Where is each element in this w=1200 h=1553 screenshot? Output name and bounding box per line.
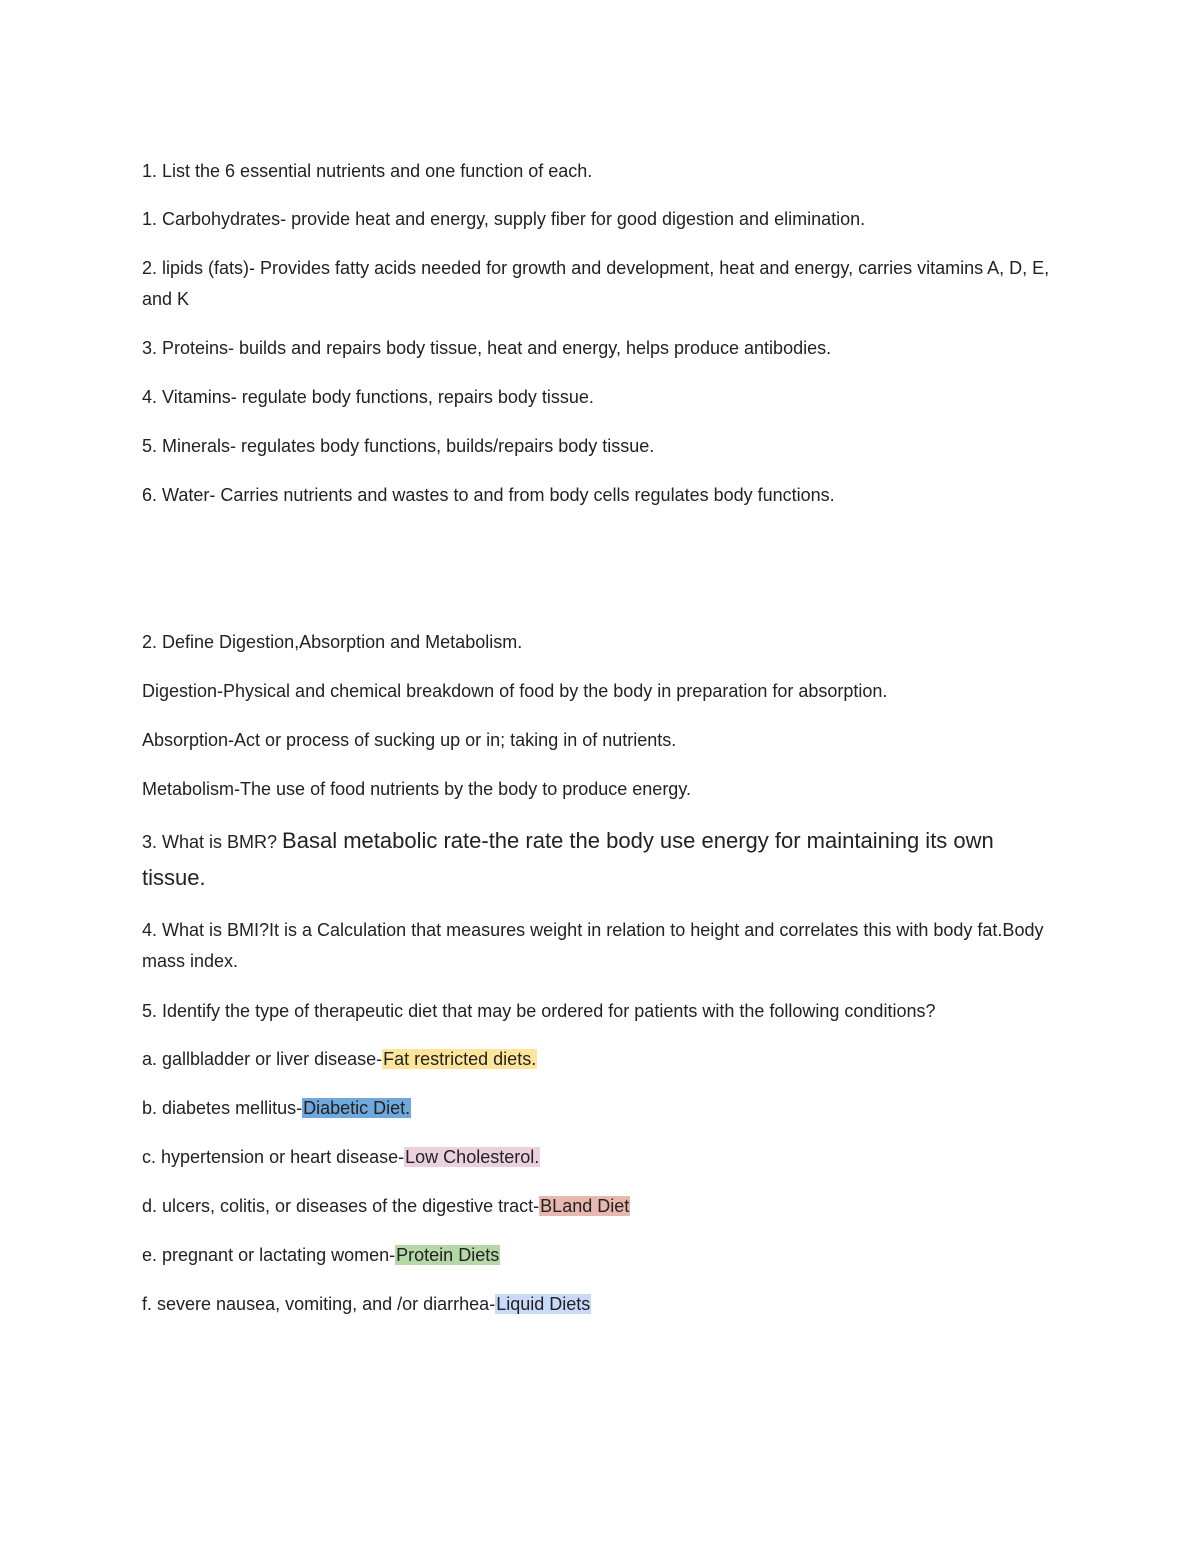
question-3 [142,822,1062,896]
definition-digestion: Digestion-Physical and chemical breakdown of food by the body in preparation for absorption. [142,681,888,701]
diet-highlight: Diabetic Diet. [303,1098,411,1118]
diet-highlight: Liquid Diets [496,1294,591,1314]
diet-item-d [142,1191,1062,1222]
diet-item-c [142,1142,1062,1173]
diet-condition: d. ulcers, colitis, or diseases of the digestive tract- [142,1196,540,1216]
definition-metabolism: Metabolism-The use of food nutrients by the body to produce energy. [142,779,691,799]
diet-condition: e. pregnant or lactating women- [142,1245,396,1265]
diet-highlight: Low Cholesterol. [405,1147,540,1167]
diet-condition: b. diabetes mellitus- [142,1098,303,1118]
nutrient-lipids: 2. lipids (fats)- Provides fatty acids needed for growth and development, heat and energy, carries vitamins A, D, E, and K [142,258,1050,309]
diet-highlight: Fat restricted diets. [383,1049,537,1069]
diet-highlight: BLand Diet [540,1196,630,1216]
question-1: 1. List the 6 essential nutrients and one function of each. [142,161,593,181]
diet-condition: a. gallbladder or liver disease- [142,1049,383,1069]
nutrient-proteins: 3. Proteins- builds and repairs body tissue, heat and energy, helps produce antibodies. [142,338,832,358]
diet-item-a [142,1044,1062,1075]
diet-item-b [142,1093,1062,1124]
diet-highlight: Protein Diets [396,1245,500,1265]
diet-item-f [142,1289,1062,1320]
nutrient-water: 6. Water- Carries nutrients and wastes to and from body cells regulates body functions. [142,485,835,505]
diet-condition: c. hypertension or heart disease- [142,1147,405,1167]
diet-condition: f. severe nausea, vomiting, and /or diarrhea- [142,1294,496,1314]
question-5: 5. Identify the type of therapeutic diet that may be ordered for patients with the following conditions? [142,1001,936,1021]
question-2: 2. Define Digestion,Absorption and Metabolism. [142,632,523,652]
nutrient-vitamins: 4. Vitamins- regulate body functions, repairs body tissue. [142,387,594,407]
question-3-label: 3. What is BMR? [142,832,283,852]
nutrient-minerals: 5. Minerals- regulates body functions, builds/repairs body tissue. [142,436,655,456]
nutrient-carbohydrates: 1. Carbohydrates- provide heat and energy, supply fiber for good digestion and elimination. [142,209,866,229]
diet-item-e [142,1240,1062,1271]
definition-absorption: Absorption-Act or process of sucking up or in; taking in of nutrients. [142,730,677,750]
question-4: 4. What is BMI?It is a Calculation that measures weight in relation to height and correlates this with body fat.Body mass index. [142,920,1044,971]
question-3-answer: Basal metabolic rate-the rate the body use energy for maintaining its own tissue. [142,828,994,890]
